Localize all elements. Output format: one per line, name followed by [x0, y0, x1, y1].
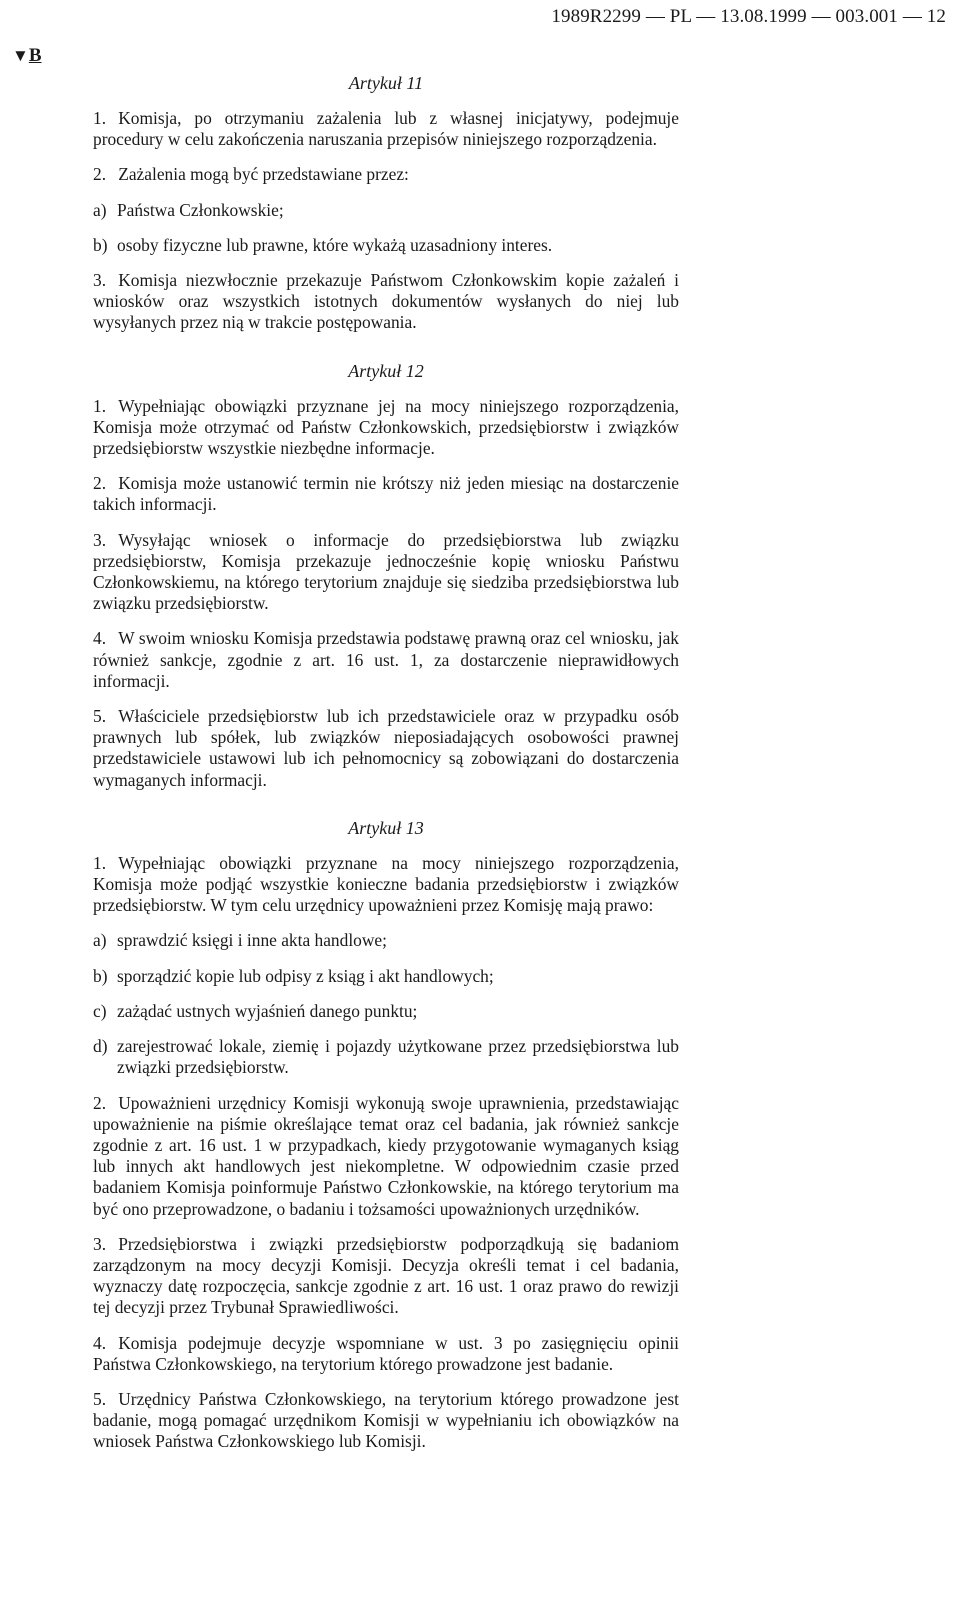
consolidation-marker	[12, 45, 42, 67]
paragraph	[93, 530, 679, 615]
list-item-label: b)	[93, 234, 108, 255]
list-item	[93, 235, 679, 256]
paragraph-text: Wypełniając obowiązki przyznane jej na mocy niniejszego rozporządzenia, Komisja może otrzymać od Państw Członkowskich, przedsiębiorstw i związków przedsiębiorstw wszystkie niezbędne informacje.	[93, 395, 679, 459]
paragraph-text: W swoim wniosku Komisja przedstawia podstawę prawną oraz cel wniosku, jak również sankcje, zgodnie z art. 16 ust. 1, za dostarczenie nieprawidłowych informacji.	[93, 628, 679, 691]
paragraph-text: zarejestrować lokale, ziemię i pojazdy użytkowane przez przedsiębiorstwa lub związki przedsiębiorstw.	[117, 1036, 679, 1078]
paragraph	[93, 108, 679, 150]
paragraph-text: Komisja podejmuje decyzje wspomniane w ust. 3 po zasięgnięciu opinii Państwa Członkowskiego, na terytorium którego prowadzone jest badanie.	[93, 1332, 679, 1374]
marker-label: B	[28, 45, 42, 66]
paragraph	[93, 164, 679, 185]
list-item	[93, 200, 679, 221]
document-reference-header: 1989R2299 — PL — 13.08.1999 — 003.001 — 12	[551, 6, 946, 27]
list-item-label: a)	[93, 199, 107, 220]
paragraph-number: 1.	[93, 395, 107, 416]
paragraph-text: Wysyłając wniosek o informacje do przedsiębiorstwa lub związku przedsiębiorstw, Komisja przekazuje jednocześnie kopię wniosku Państwu Członkowskiemu, na którego terytorium znajduje się siedziba przedsiębiorstwa lub związku przedsiębiorstw.	[93, 529, 679, 614]
paragraph-text: Wypełniając obowiązki przyznane na mocy niniejszego rozporządzenia, Komisja może podjąć wszystkie konieczne badania przedsiębiorstw i związków przedsiębiorstw. W tym celu urzędnicy upoważnieni przez Komisję mają prawo:	[93, 852, 679, 916]
list-item	[93, 1001, 679, 1022]
paragraph-text: Komisja może ustanowić termin nie krótszy niż jeden miesiąc na dostarczenie takich informacji.	[93, 473, 679, 515]
triangle-down-icon: ▼	[12, 46, 29, 65]
paragraph-text: sprawdzić księgi i inne akta handlowe;	[117, 930, 387, 951]
paragraph	[93, 396, 679, 460]
paragraph-text: Przedsiębiorstwa i związki przedsiębiorstw podporządkują się badaniom zarządzonym na mocy decyzji Komisji. Decyzja określi temat i cel badania, wyznaczy datę rozpoczęcia, sankcje zgodnie z art. 16 ust. 1 oraz prawo do rewizji tej decyzji przez Trybunał Sprawiedliwości.	[93, 1233, 679, 1318]
paragraph-text: zażądać ustnych wyjaśnień danego punktu;	[117, 1000, 418, 1021]
paragraph-text: Zażalenia mogą być przedstawiane przez:	[118, 164, 409, 185]
paragraph-text: Urzędnicy Państwa Członkowskiego, na terytorium którego prowadzone jest badanie, mogą pomagać urzędnikom Komisji w wypełnianiu ich obowiązków na wniosek Państwa Członkowskiego lub Komisji.	[93, 1388, 679, 1452]
article	[93, 360, 679, 791]
paragraph-number: 5.	[93, 706, 107, 727]
list-item-label: b)	[93, 965, 108, 986]
article-spacer	[93, 348, 679, 360]
paragraph-number: 1.	[93, 852, 107, 873]
paragraph	[93, 628, 679, 692]
article	[93, 72, 679, 334]
paragraph-text: Państwa Członkowskie;	[117, 199, 284, 220]
article-title: Artykuł 12	[348, 360, 424, 381]
article-title: Artykuł 11	[348, 73, 424, 93]
paragraph	[93, 853, 679, 917]
paragraph-number: 3.	[93, 270, 107, 291]
paragraph	[93, 1234, 679, 1319]
paragraph-text: sporządzić kopie lub odpisy z ksiąg i akt handlowych;	[117, 965, 494, 986]
paragraph-number: 3.	[93, 529, 107, 550]
paragraph	[93, 1333, 679, 1375]
list-item-label: a)	[93, 930, 107, 951]
paragraph-number: 3.	[93, 1233, 107, 1254]
paragraph-number: 2.	[93, 1092, 107, 1113]
paragraph	[93, 473, 679, 515]
paragraph	[93, 706, 679, 791]
paragraph-number: 5.	[93, 1388, 107, 1409]
paragraph-number: 2.	[93, 164, 107, 185]
paragraph-number: 4.	[93, 1332, 107, 1353]
document-body	[93, 72, 679, 1467]
list-item-label: c)	[93, 1000, 107, 1021]
paragraph-text: Właściciele przedsiębiorstw lub ich przedstawiciele oraz w przypadku osób prawnych lub spółek, lub związków nieposiadających osobowości prawnej przedstawiciele ustawowi lub ich pełnomocnicy są zobowiązani do dostarczenia wymaganych informacji.	[93, 706, 679, 790]
paragraph-text: Upoważnieni urzędnicy Komisji wykonują swoje uprawnienia, przedstawiając upoważnienie na piśmie określające temat oraz cel badania, jak również sankcje zgodnie z art. 16 ust. 1 w przypadkach, kiedy przygotowanie wymaganych ksiąg lub innych akt handlowych jest niekompletne. W odpowiednim czasie przed badaniem Komisja poinformuje Państwo Członkowskie, na którego terytorium ma być ono przeprowadzone, o badaniu i tożsamości upoważnionych urzędników.	[93, 1092, 679, 1219]
paragraph-number: 4.	[93, 628, 107, 649]
paragraph-text: Komisja niezwłocznie przekazuje Państwom Członkowskim kopie zażaleń i wniosków oraz wszystkich istotnych dokumentów wysłanych do niej lub wysyłanych przez nią w trakcie postępowania.	[93, 270, 679, 333]
paragraph-text: Komisja, po otrzymaniu zażalenia lub z własnej inicjatywy, podejmuje procedury w celu zakończenia naruszania przepisów niniejszego rozporządzenia.	[93, 108, 679, 150]
article	[93, 817, 679, 1453]
paragraph	[93, 270, 679, 334]
paragraph-text: osoby fizyczne lub prawne, które wykażą uzasadniony interes.	[117, 234, 553, 255]
list-item	[93, 966, 679, 987]
article-title: Artykuł 13	[348, 817, 424, 838]
list-item	[93, 1036, 679, 1078]
article-spacer	[93, 805, 679, 817]
list-item-label: d)	[93, 1036, 108, 1057]
list-item	[93, 930, 679, 951]
paragraph	[93, 1093, 679, 1220]
paragraph	[93, 1389, 679, 1453]
paragraph-number: 2.	[93, 473, 107, 494]
paragraph-number: 1.	[93, 108, 107, 128]
